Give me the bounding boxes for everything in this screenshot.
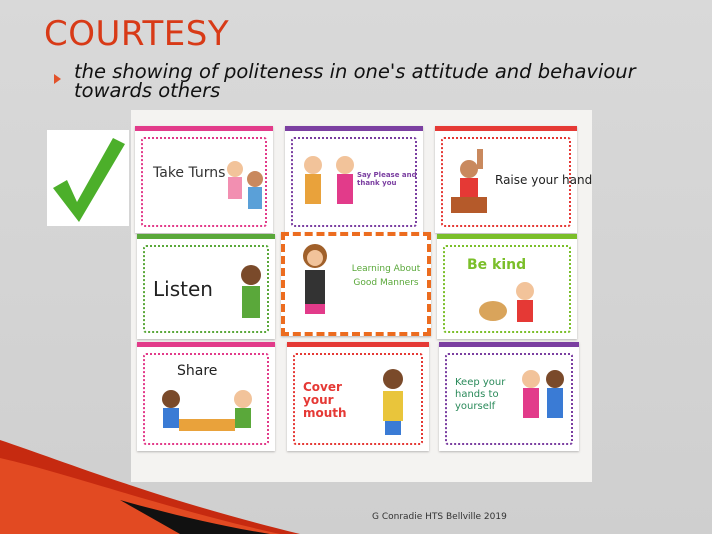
kid-listening-icon: [233, 261, 269, 325]
card-raise-hand: [435, 126, 593, 233]
card-be-kind: [437, 234, 577, 339]
card-label: Raise your hand: [495, 173, 593, 187]
bullet-text: the showing of politeness in one's attitude and behaviour towards others: [74, 60, 636, 102]
card-label: Say Please and thank you: [357, 171, 417, 187]
card-say-please: [285, 126, 423, 233]
kid-with-dog-icon: [477, 281, 553, 327]
card-label: Learning About Good Manners: [351, 264, 421, 288]
decorative-swoosh: [0, 440, 300, 534]
card-label: Keep your hands to yourself: [455, 377, 506, 412]
card-label: Share: [177, 363, 218, 379]
checkmark-box: [47, 130, 129, 226]
kids-sharing-icon: [155, 389, 259, 439]
kids-illustration-icon: [223, 157, 267, 217]
slide-title: COURTESY: [44, 14, 230, 54]
kid-covering-mouth-icon: [373, 365, 413, 439]
card-label: Cover your mouth: [303, 380, 347, 420]
checkmark-icon: [47, 130, 129, 226]
kids-hands-to-self-icon: [517, 367, 569, 439]
kid-raising-hand-icon: [447, 147, 493, 219]
card-learning-about-good-manners: [281, 232, 431, 336]
girl-illustration-icon: [293, 240, 337, 330]
card-label: Take Turns: [153, 165, 226, 181]
bullet-arrow-icon: [54, 74, 61, 84]
footer-credit: G Conradie HTS Bellville 2019: [372, 512, 507, 522]
card-label: Be kind: [467, 257, 527, 273]
manners-posters-photo: [131, 110, 592, 482]
card-share: [137, 342, 275, 451]
card-listen: [137, 234, 275, 339]
card-take-turns: [135, 126, 273, 233]
card-cover-mouth: [287, 342, 429, 451]
card-keep-hands: [439, 342, 579, 451]
card-label: Listen: [153, 277, 213, 301]
